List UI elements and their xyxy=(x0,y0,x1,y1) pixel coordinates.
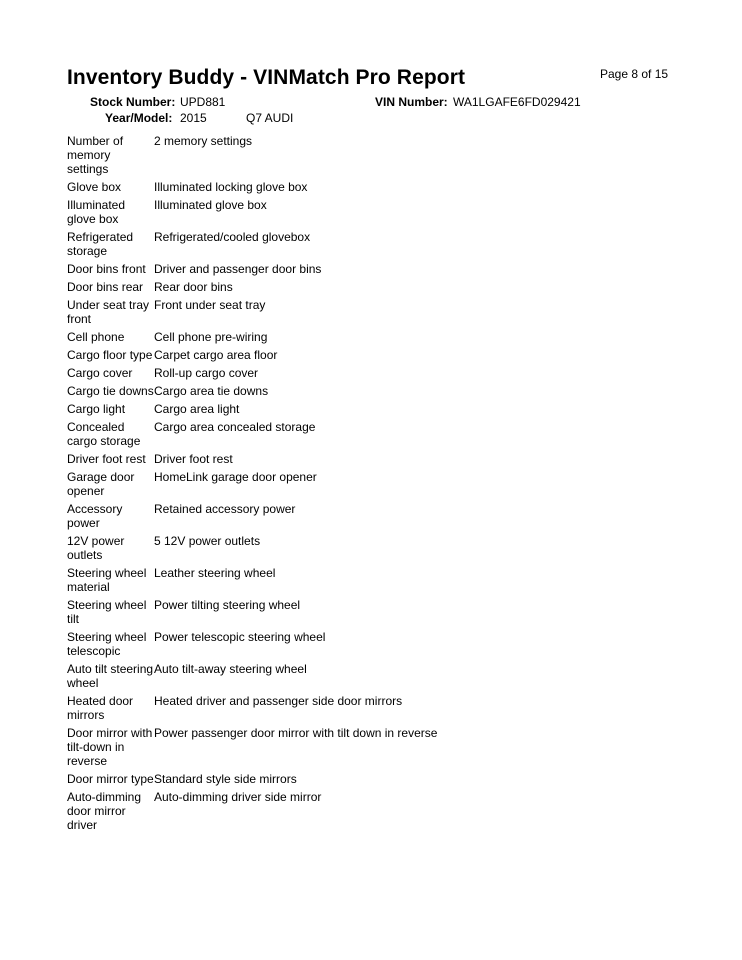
spec-row xyxy=(67,262,687,276)
spec-row xyxy=(67,330,687,344)
spec-row xyxy=(67,420,687,448)
spec-row xyxy=(67,348,687,362)
spec-name: Steering wheel telescopic xyxy=(67,630,147,658)
spec-row xyxy=(67,298,687,326)
spec-row xyxy=(67,384,687,398)
spec-name: Cargo light xyxy=(67,402,126,416)
report-title: Inventory Buddy - VINMatch Pro Report xyxy=(67,66,466,89)
spec-name: Garage door opener xyxy=(67,470,135,498)
spec-value: Standard style side mirrors xyxy=(154,772,297,786)
spec-value: Illuminated glove box xyxy=(154,198,267,212)
spec-name: Cargo tie downs xyxy=(67,384,154,398)
spec-value: Front under seat tray xyxy=(154,298,266,312)
spec-table xyxy=(67,134,687,836)
spec-value: Cell phone pre-wiring xyxy=(154,330,268,344)
spec-row xyxy=(67,726,687,768)
spec-value: Power passenger door mirror with tilt down in reverse xyxy=(154,726,438,740)
spec-name: Glove box xyxy=(67,180,122,194)
spec-row xyxy=(67,630,687,658)
spec-name: Accessory power xyxy=(67,502,123,530)
spec-value: 2 memory settings xyxy=(154,134,253,148)
spec-name: Door mirror with tilt-down in reverse xyxy=(67,726,153,768)
spec-value: Power tilting steering wheel xyxy=(154,598,301,612)
spec-value: Cargo area tie downs xyxy=(154,384,269,398)
spec-row xyxy=(67,134,687,176)
spec-name: Driver foot rest xyxy=(67,452,146,466)
spec-value: Illuminated locking glove box xyxy=(154,180,308,194)
spec-row xyxy=(67,230,687,258)
spec-row xyxy=(67,198,687,226)
spec-name: Number of memory settings xyxy=(67,134,124,176)
vin-number-value: WA1LGAFE6FD029421 xyxy=(453,95,581,109)
spec-row xyxy=(67,502,687,530)
spec-value: Auto-dimming driver side mirror xyxy=(154,790,322,804)
spec-row xyxy=(67,534,687,562)
stock-number-label: Stock Number: xyxy=(90,95,176,109)
vin-number-label: VIN Number: xyxy=(375,95,448,109)
spec-row xyxy=(67,180,687,194)
spec-name: Concealed cargo storage xyxy=(67,420,141,448)
spec-value: Rear door bins xyxy=(154,280,233,294)
spec-name: Auto tilt steering wheel xyxy=(67,662,154,690)
spec-name: Illuminated glove box xyxy=(67,198,126,226)
spec-name: 12V power outlets xyxy=(67,534,125,562)
spec-value: Refrigerated/cooled glovebox xyxy=(154,230,311,244)
spec-name: Steering wheel material xyxy=(67,566,147,594)
model-value: Q7 AUDI xyxy=(246,111,294,125)
spec-name: Under seat tray front xyxy=(67,298,150,326)
spec-row xyxy=(67,662,687,690)
spec-name: Door bins rear xyxy=(67,280,144,294)
spec-value: 5 12V power outlets xyxy=(154,534,261,548)
spec-name: Cell phone xyxy=(67,330,125,344)
spec-row xyxy=(67,790,687,832)
spec-row xyxy=(67,470,687,498)
spec-value: HomeLink garage door opener xyxy=(154,470,317,484)
spec-value: Heated driver and passenger side door mirrors xyxy=(154,694,403,708)
spec-name: Door bins front xyxy=(67,262,146,276)
spec-name: Cargo cover xyxy=(67,366,133,380)
spec-row xyxy=(67,366,687,380)
spec-name: Door mirror type xyxy=(67,772,154,786)
spec-value: Roll-up cargo cover xyxy=(154,366,259,380)
stock-number-value: UPD881 xyxy=(180,95,226,109)
spec-value: Driver and passenger door bins xyxy=(154,262,322,276)
spec-value: Driver foot rest xyxy=(154,452,233,466)
year-model-label: Year/Model: xyxy=(105,111,173,125)
spec-row xyxy=(67,566,687,594)
spec-name: Refrigerated storage xyxy=(67,230,134,258)
spec-value: Power telescopic steering wheel xyxy=(154,630,326,644)
spec-value: Leather steering wheel xyxy=(154,566,276,580)
spec-row xyxy=(67,772,687,786)
spec-row xyxy=(67,694,687,722)
spec-value: Carpet cargo area floor xyxy=(154,348,278,362)
spec-name: Auto-dimming door mirror driver xyxy=(67,790,142,832)
spec-value: Cargo area concealed storage xyxy=(154,420,316,434)
spec-name: Steering wheel tilt xyxy=(67,598,147,626)
spec-row xyxy=(67,402,687,416)
page-number: Page 8 of 15 xyxy=(600,67,669,81)
spec-value: Retained accessory power xyxy=(154,502,296,516)
spec-name: Heated door mirrors xyxy=(67,694,134,722)
spec-row xyxy=(67,280,687,294)
spec-row xyxy=(67,598,687,626)
spec-value: Auto tilt-away steering wheel xyxy=(154,662,307,676)
spec-value: Cargo area light xyxy=(154,402,240,416)
year-value: 2015 xyxy=(180,111,207,125)
spec-row xyxy=(67,452,687,466)
spec-name: Cargo floor type xyxy=(67,348,153,362)
